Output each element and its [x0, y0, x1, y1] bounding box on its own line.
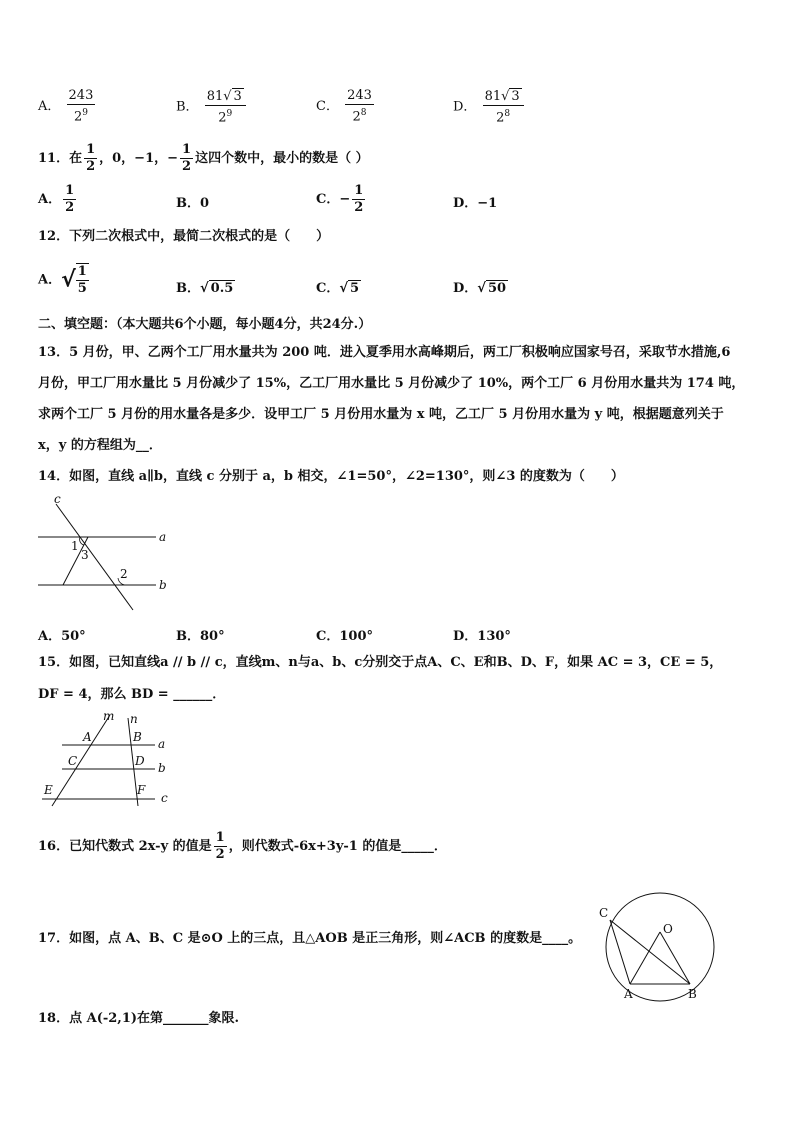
fraction: $\frac{1}{2}$ [354, 183, 364, 215]
q13-line-3: 求两个工厂 5 月份的用水量各是多少．设甲工厂 5 月份用水量为 x 吨，乙工厂 5 月份用水量为 y 吨，根据题意列关于 [38, 407, 724, 422]
label-A: A [624, 987, 633, 1001]
fraction: $\frac{1}{5}$ [77, 264, 87, 296]
q12-option-a[interactable]: A．√ $\frac{1}{5}$ [38, 264, 87, 296]
q15-line-1: 15．如图，已知直线a // b // c，直线m、n与a、b、c分别交于点A、C、E和B、D、F，如果 AC = 3，CE = 5， [38, 655, 723, 670]
label-c: c [161, 791, 168, 805]
q14-option-c[interactable]: C．100° [316, 629, 373, 644]
label-a: a [159, 530, 167, 544]
q10-option-b[interactable] [176, 88, 248, 126]
label-D: D [135, 754, 145, 768]
fraction: $\frac{1}{2}$ [182, 142, 192, 174]
fraction: $\frac{1}{2}$ [215, 830, 225, 862]
segment-BO [660, 932, 690, 984]
option-label: A． [38, 99, 61, 115]
q13-line-1: 13．5 月份，甲、乙两个工厂用水量共为 200 吨．进入夏季用水高峰期后，两工厂积极响应国家号召，采取节水措施,6 [38, 345, 731, 360]
q16-stem: 16．已知代数式 2x-y 的值是 $\frac{1}{2}$ ，则代数式-6x+3y-1 的值是_____． [38, 830, 447, 862]
label-n: n [130, 712, 138, 726]
label-angle-3: 3 [81, 548, 89, 562]
q14-option-b[interactable]: B．80° [176, 629, 225, 644]
q17-stem: 17．如图，点 A、B、C 是⊙O 上的三点，且△AOB 是正三角形，则∠ACB 的度数是____。 [38, 931, 582, 946]
q11-option-d[interactable]: D．−1 [453, 196, 498, 211]
q13-line-2: 月份，甲工厂用水量比 5 月份减少了 15%，乙工厂用水量比 5 月份减少了 10%，两个工厂 6 月份用水量共为 174 吨， [38, 376, 745, 391]
label-C: C [68, 754, 78, 768]
q12-option-d[interactable]: D．√ 50 [453, 281, 507, 296]
q17-figure [596, 895, 726, 1005]
label-b: b [159, 578, 167, 592]
label-a: a [158, 737, 166, 751]
q11-option-c[interactable]: C．− $\frac{1}{2}$ [316, 183, 364, 215]
fraction: $\frac{1}{2}$ [86, 142, 96, 174]
label-b: b [158, 761, 166, 775]
fraction: $\frac{243}{2^9}$ [68, 88, 94, 125]
q12-option-b[interactable]: B．√ 0.5 [176, 281, 234, 296]
fraction: $\frac{1}{2}$ [65, 183, 75, 215]
q10-option-c[interactable] [316, 88, 376, 125]
label-C: C [599, 906, 609, 920]
label-A: A [83, 730, 92, 744]
q18-stem: 18．点 A(-2,1)在第_______象限. [38, 1011, 240, 1026]
fraction: $\frac{243}{2^8}$ [347, 88, 372, 125]
q14-figure [36, 490, 176, 615]
q12-stem: 12．下列二次根式中，最简二次根式的是（ ） [38, 229, 330, 244]
q14-option-d[interactable]: D．130° [453, 629, 511, 644]
segment-CB [610, 920, 690, 984]
q10-option-d[interactable] [453, 88, 526, 126]
option-label: B． [176, 99, 199, 115]
fraction: $\frac{81√ 3}{2^8}$ [483, 88, 524, 126]
q11-option-b[interactable]: B．0 [176, 196, 210, 211]
label-F: F [137, 783, 146, 797]
label-B: B [133, 730, 142, 744]
label-m: m [103, 709, 115, 723]
q12-option-c[interactable]: C．√ 5 [316, 281, 360, 296]
option-label: D． [453, 99, 477, 115]
q14-option-a[interactable]: A．50° [38, 629, 86, 644]
q14-stem: 14．如图，直线 a∥b，直线 c 分别于 a，b 相交，∠1=50°，∠2=130°，则∠3 的度数为（ ） [38, 469, 624, 484]
section-heading: 二、填空题：（本大题共6个小题，每小题4分，共24分.） [38, 317, 372, 332]
q11-option-a[interactable]: A． $\frac{1}{2}$ [38, 183, 75, 215]
label-E: E [44, 783, 53, 797]
line-m [52, 715, 110, 806]
label-O: O [663, 922, 673, 936]
fraction: $\frac{81√ 3}{2^9}$ [205, 88, 246, 126]
circle-o [606, 893, 714, 1001]
option-label: C． [316, 99, 339, 115]
q13-line-4: x，y 的方程组为__． [38, 438, 162, 453]
label-c: c [54, 492, 61, 506]
q15-figure [40, 710, 180, 810]
label-B: B [688, 987, 697, 1001]
q11-stem: 11．在 $\frac{1}{2}$ ，0，−1，− $\frac{1}{2}$ 这四个数中，最小的数是（ ） [38, 142, 369, 174]
line-c [56, 504, 133, 610]
label-angle-2: 2 [120, 567, 128, 581]
q10-option-a[interactable] [38, 88, 97, 125]
q15-line-2: DF = 4，那么 BD = ______． [38, 687, 226, 702]
label-angle-1: 1 [71, 539, 79, 553]
